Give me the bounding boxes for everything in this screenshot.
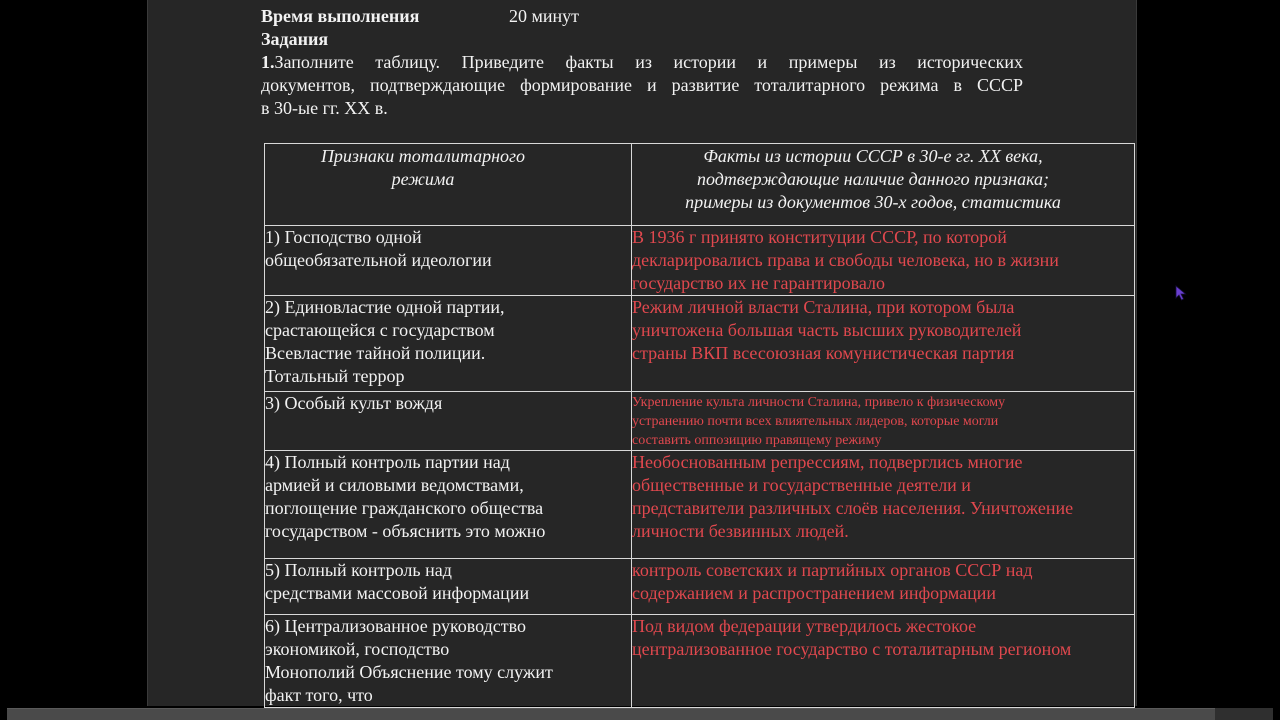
task-line-3: в 30-ые гг. XX в. xyxy=(261,98,388,118)
header-signs: Признаки тоталитарного режима xyxy=(265,144,632,226)
fact-cell[interactable]: контроль советских и партийных органов СССР над содержанием и распространением информации xyxy=(632,559,1135,615)
fact-cell[interactable]: В 1936 г принято конституции СССР, по которой декларировались права и свободы человека, но в жизни государство их не гарантировало xyxy=(632,226,1135,296)
table-row xyxy=(265,559,1135,615)
fact-cell[interactable]: Под видом федерации утвердилось жестокое централизованное государство с тоталитарным регионом xyxy=(632,615,1135,708)
horizontal-scrollbar[interactable] xyxy=(7,708,1273,720)
sign-cell[interactable]: 1) Господство одной общеобязательной идеологии xyxy=(265,226,632,296)
task-instructions xyxy=(261,51,1023,120)
table-row xyxy=(265,226,1135,296)
scrollbar-thumb[interactable] xyxy=(7,708,1215,720)
sign-cell[interactable]: 2) Единовластие одной партии, срастающейся с государством Всевластие тайной полиции. Тотальный террор xyxy=(265,296,632,392)
sign-cell[interactable]: 4) Полный контроль партии над армией и силовыми ведомствами, поглощение гражданского общества государством - объяснить это можно xyxy=(265,451,632,559)
header-facts: Факты из истории СССР в 30-е гг. XX века, подтверждающие наличие данного признака; примеры из документов 30-х годов, статистика xyxy=(632,144,1135,226)
time-label: Время выполнения xyxy=(261,6,420,26)
table-header-row xyxy=(265,144,1135,226)
table-row xyxy=(265,451,1135,559)
sign-cell[interactable]: 6) Централизованное руководство экономикой, господство Монополий Объяснение тому служит факт того, что xyxy=(265,615,632,708)
mouse-pointer-icon xyxy=(1175,285,1187,301)
fact-cell[interactable]: Укрепление культа личности Сталина, привело к физическому устранению почти всех влиятельных лидеров, которые могли составить оппозицию правящему режиму xyxy=(632,392,1135,451)
sign-cell[interactable]: 3) Особый культ вождя xyxy=(265,392,632,451)
table-row xyxy=(265,296,1135,392)
sign-cell[interactable]: 5) Полный контроль над средствами массовой информации xyxy=(265,559,632,615)
fact-cell[interactable]: Необоснованным репрессиям, подверглись многие общественные и государственные деятели и представители различных слоёв населения. Уничтожение личности безвинных людей. xyxy=(632,451,1135,559)
task-number: 1. xyxy=(261,52,275,72)
task-line-2: документов, подтверждающие формирование и развитие тоталитарного режима в СССР xyxy=(261,75,1023,95)
fact-cell[interactable]: Режим личной власти Сталина, при котором была уничтожена большая часть высших руководителей страны ВКП всесоюзная комунистическая партия xyxy=(632,296,1135,392)
table-row xyxy=(265,392,1135,451)
time-value: 20 минут xyxy=(509,6,580,26)
tasks-label: Задания xyxy=(261,29,329,49)
totalitarian-regime-table xyxy=(264,143,1135,708)
task-line-1: 1.Заполните таблицу. Приведите факты из истории и примеры из исторических xyxy=(261,52,1023,72)
table-row xyxy=(265,615,1135,708)
